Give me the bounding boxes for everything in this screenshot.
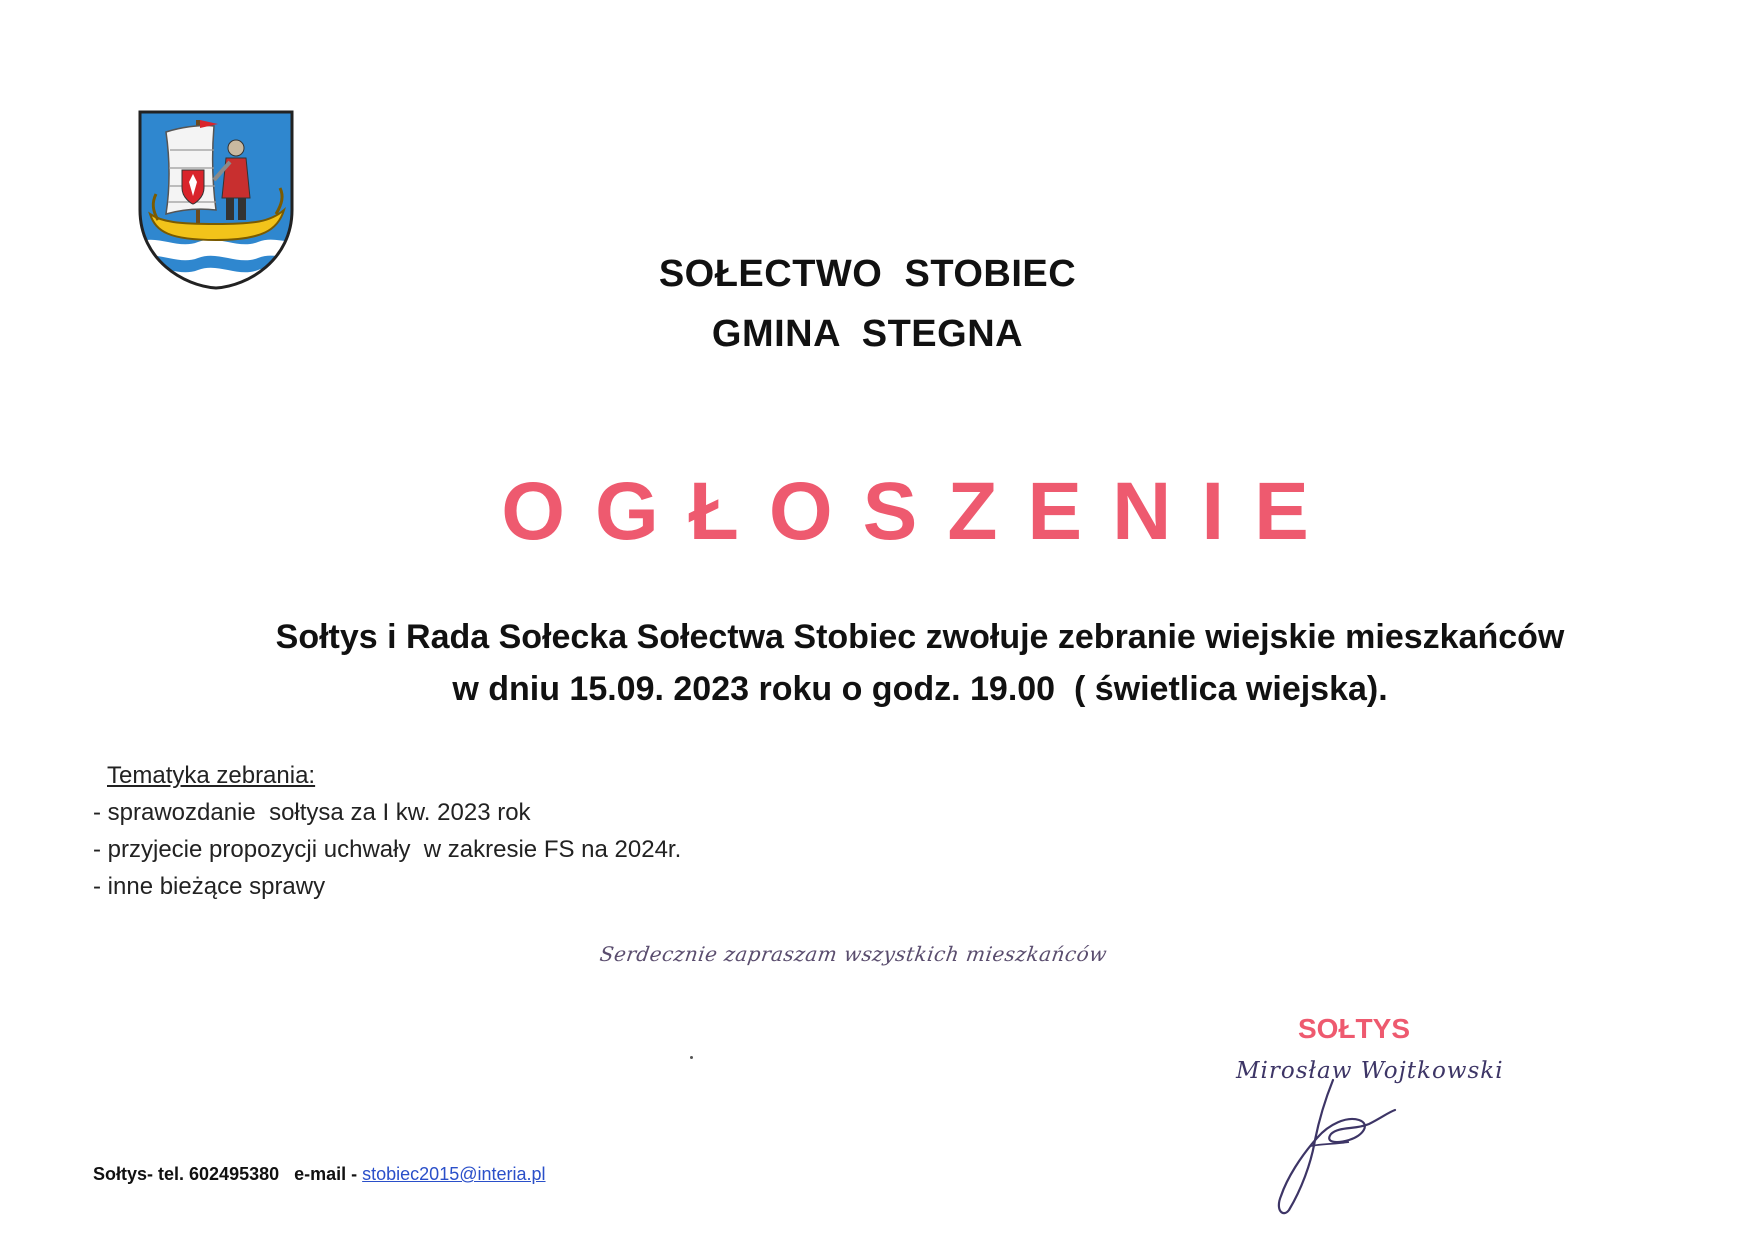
village-name: SOŁECTWO STOBIEC [658, 253, 1077, 295]
handwritten-signature [1255, 1060, 1425, 1220]
meeting-summary: Sołtys i Rada Sołecka Sołectwa Stobiec zwołuje zebranie wiejskie mieszkańców [275, 618, 1565, 656]
contact-email-link[interactable]: stobiec2015@interia.pl [362, 1164, 546, 1184]
signer-title: SOŁTYS [1298, 1013, 1411, 1044]
contact-footer [93, 1164, 546, 1185]
agenda-item: - inne bieżące sprawy [93, 873, 326, 900]
scan-speck [690, 1056, 693, 1059]
municipality-name: GMINA STEGNA [711, 313, 1024, 355]
agenda-item: - sprawozdanie sołtysa za I kw. 2023 rok [93, 799, 531, 826]
announcement-title: OGŁOSZENIE [501, 466, 1339, 557]
contact-phone: Sołtys- tel. 602495380 e-mail - [93, 1164, 363, 1184]
agenda-item: - przyjecie propozycji uchwały w zakresie FS na 2024r. [93, 836, 682, 863]
signer-name: Mirosław Wojtkowski [1236, 1058, 1504, 1084]
agenda-heading: Tematyka zebrania: [107, 762, 316, 789]
agenda-section [93, 757, 681, 905]
meeting-date-place: w dniu 15.09. 2023 roku o godz. 19.00 ( świetlica wiejska). [452, 670, 1388, 708]
invitation-text: Serdecznie zapraszam wszystkich mieszkańców [598, 942, 1109, 966]
